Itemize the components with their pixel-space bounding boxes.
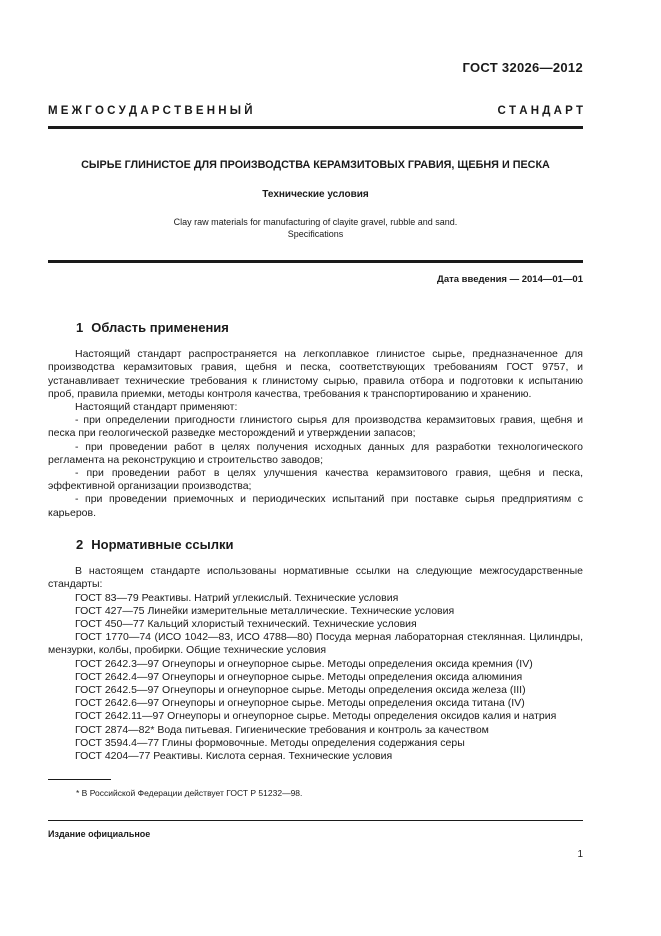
section-number: 1 bbox=[76, 320, 84, 335]
banner-left: М Е Ж Г О С У Д А Р С Т В Е Н Н Ы Й bbox=[48, 105, 253, 117]
reference-item: ГОСТ 83—79 Реактивы. Натрий углекислый. Технические условия bbox=[75, 591, 399, 604]
footnote-separator bbox=[48, 779, 111, 780]
section-number: 2 bbox=[76, 537, 84, 552]
reference-item: ГОСТ 2642.5—97 Огнеупоры и огнеупорное сырье. Методы определения оксида железа (III) bbox=[75, 684, 526, 697]
standard-banner bbox=[48, 105, 583, 117]
reference-item: ГОСТ 2642.6—97 Огнеупоры и огнеупорное сырье. Методы определения оксида титана (IV) bbox=[75, 697, 525, 710]
list-item: - при определении пригодности глинистого сырья для производства керамзитовых гравия, щебня и песка при геологической разведке месторождений и утверждении запасов; bbox=[48, 414, 583, 440]
footnote: * В Российской Федерации действует ГОСТ Р 51232—98. bbox=[76, 788, 303, 798]
section-title: Область применения bbox=[91, 320, 229, 335]
document-subtitle: Технические условия bbox=[262, 189, 369, 200]
reference-item: ГОСТ 4204—77 Реактивы. Кислота серная. Технические условия bbox=[75, 750, 393, 763]
english-title bbox=[48, 216, 583, 240]
list-item: - при проведении работ в целях получения исходных данных для разработки технологического регламента на реконструкцию и строительство заводов; bbox=[48, 440, 583, 466]
section-scope bbox=[48, 321, 583, 520]
reference-list bbox=[48, 592, 583, 764]
section-title: Нормативные ссылки bbox=[91, 537, 234, 552]
introduction-date: Дата введения — 2014—01—01 bbox=[437, 274, 583, 285]
reference-item: ГОСТ 2642.11—97 Огнеупоры и огнеупорное сырье. Методы определения оксидов калия и натрия bbox=[75, 710, 557, 723]
reference-item: ГОСТ 427—75 Линейки измерительные металлические. Технические условия bbox=[75, 604, 455, 617]
reference-item: ГОСТ 2642.3—97 Огнеупоры и огнеупорное сырье. Методы определения оксида кремния (IV) bbox=[75, 657, 533, 670]
reference-item: ГОСТ 3594.4—77 Глины формовочные. Методы определения содержания серы bbox=[75, 736, 465, 749]
english-title-line2: Specifications bbox=[287, 229, 344, 239]
section-heading bbox=[76, 321, 583, 334]
footer-rule bbox=[48, 820, 583, 821]
list-item: - при проведении работ в целях улучшения качества керамзитового гравия, щебня и песка, эффективной организации производства; bbox=[48, 467, 583, 493]
section-heading bbox=[76, 538, 583, 551]
paragraph: Настоящий стандарт распространяется на легкоплавкое глинистое сырье, предназначенное для производства керамзитовых гравия, щебня и песка, соответствующих требованиям ГОСТ 9757, и устанавливает технические требования к глинистому сырью, правила отбора и подготовки к испытанию проб, правила приемки, методы контроля качества, требования к транспортированию и хранению. bbox=[48, 348, 583, 400]
english-title-line1: Clay raw materials for manufacturing of clayite gravel, rubble and sand. bbox=[173, 217, 458, 227]
paragraph: В настоящем стандарте использованы нормативные ссылки на следующие межгосударственные стандарты: bbox=[48, 565, 583, 591]
reference-item: ГОСТ 450—77 Кальций хлористый технический. Технические условия bbox=[75, 618, 417, 631]
section-normative-references bbox=[48, 538, 583, 763]
document-title: СЫРЬЕ ГЛИНИСТОЕ ДЛЯ ПРОИЗВОДСТВА КЕРАМЗИТОВЫХ ГРАВИЯ, ЩЕБНЯ И ПЕСКА bbox=[81, 159, 550, 171]
title-rule bbox=[48, 260, 583, 263]
page-number: 1 bbox=[577, 849, 583, 860]
top-rule bbox=[48, 126, 583, 129]
reference-item: ГОСТ 2642.4—97 Огнеупоры и огнеупорное сырье. Методы определения оксида алюминия bbox=[75, 670, 523, 683]
edition-label: Издание официальное bbox=[48, 829, 151, 839]
list-item: - при проведении приемочных и периодических испытаний при поставке сырья предприятиям с карьеров. bbox=[48, 493, 583, 519]
paragraph: Настоящий стандарт применяют: bbox=[75, 401, 238, 414]
reference-item: ГОСТ 1770—74 (ИСО 1042—83, ИСО 4788—80) Посуда мерная лабораторная стеклянная. Цилиндры, мензурки, колбы, пробирки. Общие технические условия bbox=[48, 631, 583, 657]
gost-number: ГОСТ 32026—2012 bbox=[462, 60, 583, 75]
banner-right: С Т А Н Д А Р Т bbox=[497, 105, 583, 117]
reference-item: ГОСТ 2874—82* Вода питьевая. Гигиенические требования и контроль за качеством bbox=[75, 723, 489, 736]
